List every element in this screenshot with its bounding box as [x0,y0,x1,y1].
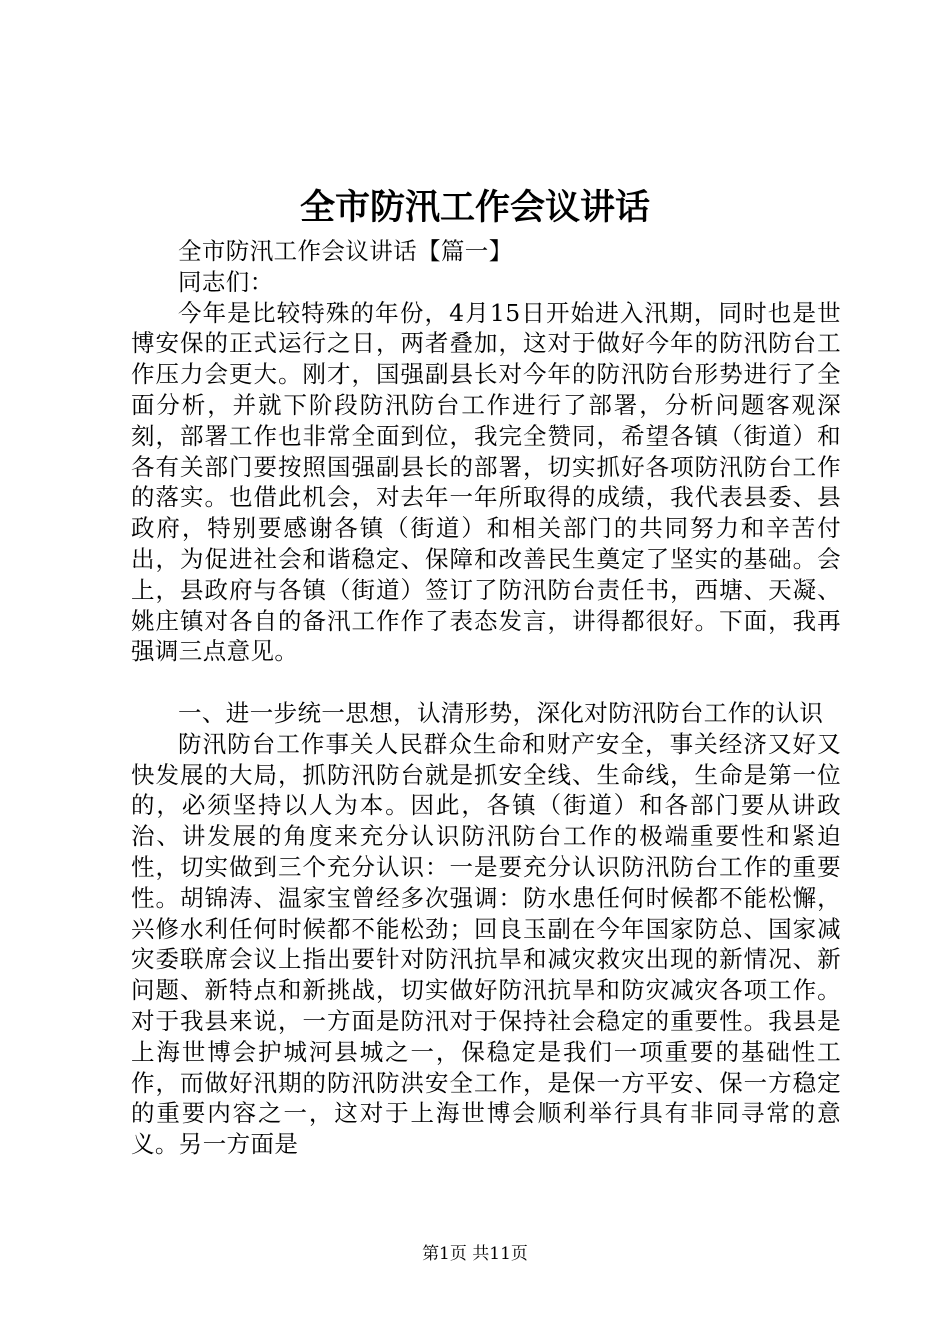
document-title: 全市防汛工作会议讲话 [299,187,650,228]
page-footer: 第1页 共11页 [422,1244,528,1264]
document-subtitle: 全市防汛工作会议讲话【篇一】 [178,237,513,265]
document-body [131,236,841,1160]
paragraph: 今年是比较特殊的年份，4月15日开始进入汛期，同时也是世博安保的正式运行之日，两者叠加，这对于做好今年的防汛防台工作压力会更大。刚才，国强副县长对今年的防汛防台形势进行了全面分析，并就下阶段防汛防台工作进行了部署，分析问题客观深刻，部署工作也非常全面到位，我完全赞同，希望各镇（街道）和各有关部门要按照国强副县长的部署，切实抓好各项防汛防台工作的落实。也借此机会，对去年一年所取得的成绩，我代表县委、县政府，特别要感谢各镇（街道）和相关部门的共同努力和辛苦付出，为促进社会和谐稳定、保障和改善民生奠定了坚实的基础。会上，县政府与各镇（街道）签订了防汛防台责任书，西塘、天凝、姚庄镇对各自的备汛工作作了表态发言，讲得都很好。下面，我再强调三点意见。 [131,298,841,666]
paragraph: 防汛防台工作事关人民群众生命和财产安全，事关经济又好又快发展的大局，抓防汛防台就是抓安全线、生命线，生命是第一位的，必须坚持以人为本。因此，各镇（街道）和各部门要从讲政治、讲发展的角度来充分认识防汛防台工作的极端重要性和紧迫性，切实做到三个充分认识：一是要充分认识防汛防台工作的重要性。胡锦涛、温家宝曾经多次强调：防水患任何时候都不能松懈，兴修水利任何时候都不能松劲；回良玉副在今年国家防总、国家减灾委联席会议上指出要针对防汛抗旱和减灾救灾出现的新情况、新问题、新特点和新挑战，切实做好防汛抗旱和防灾减灾各项工作。对于我县来说，一方面是防汛对于保持社会稳定的重要性。我县是上海世博会护城河县城之一，保稳定是我们一项重要的基础性工作，而做好汛期的防汛防洪安全工作，是保一方平安、保一方稳定的重要内容之一，这对于上海世博会顺利举行具有非同寻常的意义。另一方面是 [131,729,841,1159]
section-heading: 一、进一步统一思想，认清形势，深化对防汛防台工作的认识 [178,698,824,727]
salutation: 同志们： [178,267,274,296]
